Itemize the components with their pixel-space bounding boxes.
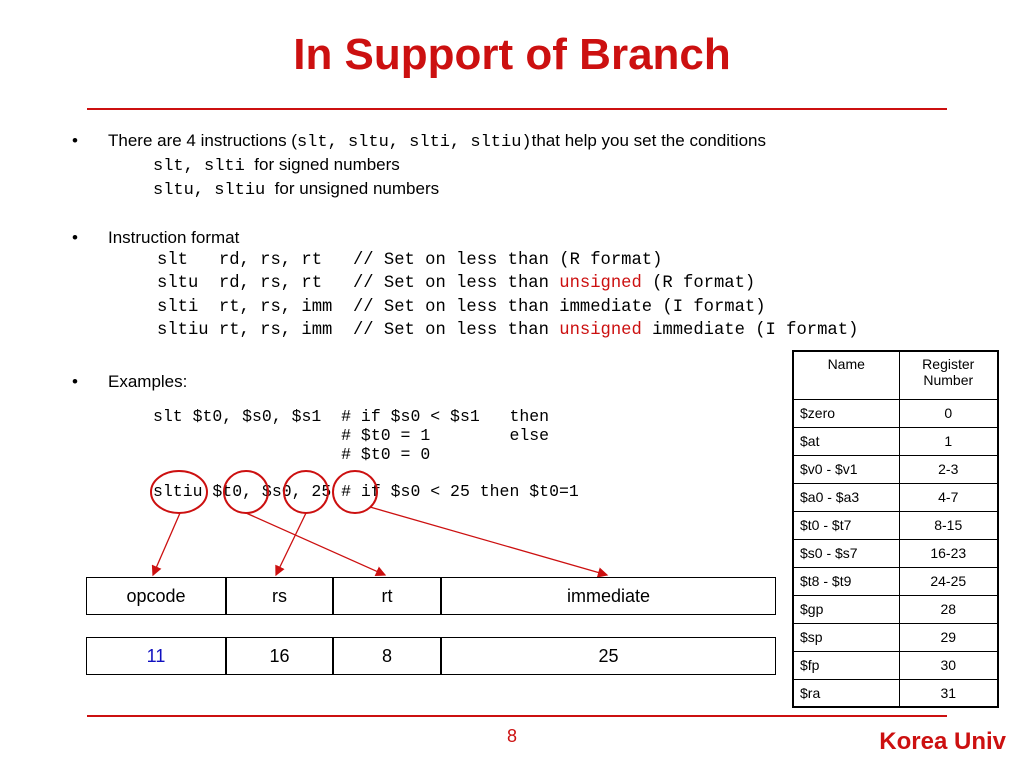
register-name: $gp (793, 595, 899, 623)
code-segment: sltu rd, rs, rt // Set on less than (157, 274, 560, 293)
table-row (793, 427, 998, 455)
bullet-1-text-post: that help you set the conditions (531, 131, 766, 150)
header-register-number: Register Number (899, 351, 998, 399)
bullet-1-sub-1-code: slt, slti (153, 157, 245, 176)
table-row (793, 595, 998, 623)
register-number: 16-23 (899, 539, 998, 567)
register-name: $at (793, 427, 899, 455)
register-name: $s0 - $s7 (793, 539, 899, 567)
arrow-rs (276, 513, 306, 575)
field-rs: rs (226, 577, 333, 615)
value-rt: 8 (333, 637, 441, 675)
register-name: $t0 - $t7 (793, 511, 899, 539)
bullet-1-sub-1-text: for signed numbers (254, 155, 400, 174)
field-opcode: opcode (86, 577, 226, 615)
footer-divider (87, 715, 947, 717)
register-number: 0 (899, 399, 998, 427)
code-segment: (R format) (559, 251, 663, 270)
arrow-rt (246, 513, 385, 575)
value-rs: 16 (226, 637, 333, 675)
table-row (793, 623, 998, 651)
value-immediate: 25 (441, 637, 776, 675)
example-line: sltiu $t0, $s0, 25 # if $s0 < 25 then $t0=1 (153, 482, 579, 501)
register-number: 28 (899, 595, 998, 623)
table-row (793, 511, 998, 539)
table-row (793, 455, 998, 483)
header-name: Name (793, 351, 899, 399)
register-number: 2-3 (899, 455, 998, 483)
table-header-row (793, 351, 998, 399)
code-segment: (R format) (641, 274, 756, 293)
arrow-opcode (153, 513, 180, 575)
register-number: 31 (899, 679, 998, 707)
code-segment: slti rt, rs, imm // Set on less than immediate (I format) (157, 298, 766, 317)
table-row (793, 651, 998, 679)
field-immediate: immediate (441, 577, 776, 615)
table-row (793, 567, 998, 595)
code-segment: sltiu rt, rs, imm // Set on less than (157, 321, 560, 340)
circle-s0 (284, 471, 328, 513)
table-row (793, 483, 998, 511)
register-number: 30 (899, 651, 998, 679)
register-number: 8-15 (899, 511, 998, 539)
register-number: 24-25 (899, 567, 998, 595)
bullet-dot: • (72, 228, 78, 247)
page-number: 8 (506, 726, 517, 746)
brand-logo-text: Korea Univ (879, 728, 1006, 755)
register-number: 29 (899, 623, 998, 651)
register-name: $sp (793, 623, 899, 651)
bullet-3-text: Examples: (108, 372, 188, 391)
table-row (793, 399, 998, 427)
arrow-immediate (370, 507, 607, 575)
field-rt: rt (333, 577, 441, 615)
value-opcode: 11 (86, 637, 226, 675)
code-segment: immediate (I format) (641, 321, 859, 340)
register-name: $ra (793, 679, 899, 707)
example-line: # $t0 = 0 (153, 445, 431, 464)
circle-opcode (151, 471, 207, 513)
table-row (793, 539, 998, 567)
bullet-1-sub-2-text: for unsigned numbers (274, 179, 440, 198)
code-segment: slt rd, rs, rt // Set on less than (157, 251, 560, 270)
bullet-1-text-pre: There are 4 instructions ( (108, 131, 297, 150)
circle-t0 (224, 471, 268, 513)
bullet-1-code: slt, sltu, slti, sltiu) (296, 133, 532, 152)
code-highlight: unsigned (559, 321, 642, 340)
register-table (792, 350, 999, 708)
register-number: 1 (899, 427, 998, 455)
register-name: $t8 - $t9 (793, 567, 899, 595)
example-line: slt $t0, $s0, $s1 # if $s0 < $s1 then (153, 407, 550, 426)
example-line: # $t0 = 1 else (153, 426, 550, 445)
bullet-2-text: Instruction format (108, 228, 240, 247)
bullet-1-sub-2-code: sltu, sltiu (153, 181, 266, 200)
slide-title: In Support of Branch (293, 30, 731, 79)
table-row (793, 679, 998, 707)
register-name: $zero (793, 399, 899, 427)
register-name: $v0 - $v1 (793, 455, 899, 483)
code-highlight: unsigned (559, 274, 642, 293)
bullet-dot: • (72, 372, 78, 391)
bullet-dot: • (72, 131, 78, 150)
register-name: $a0 - $a3 (793, 483, 899, 511)
register-number: 4-7 (899, 483, 998, 511)
register-name: $fp (793, 651, 899, 679)
